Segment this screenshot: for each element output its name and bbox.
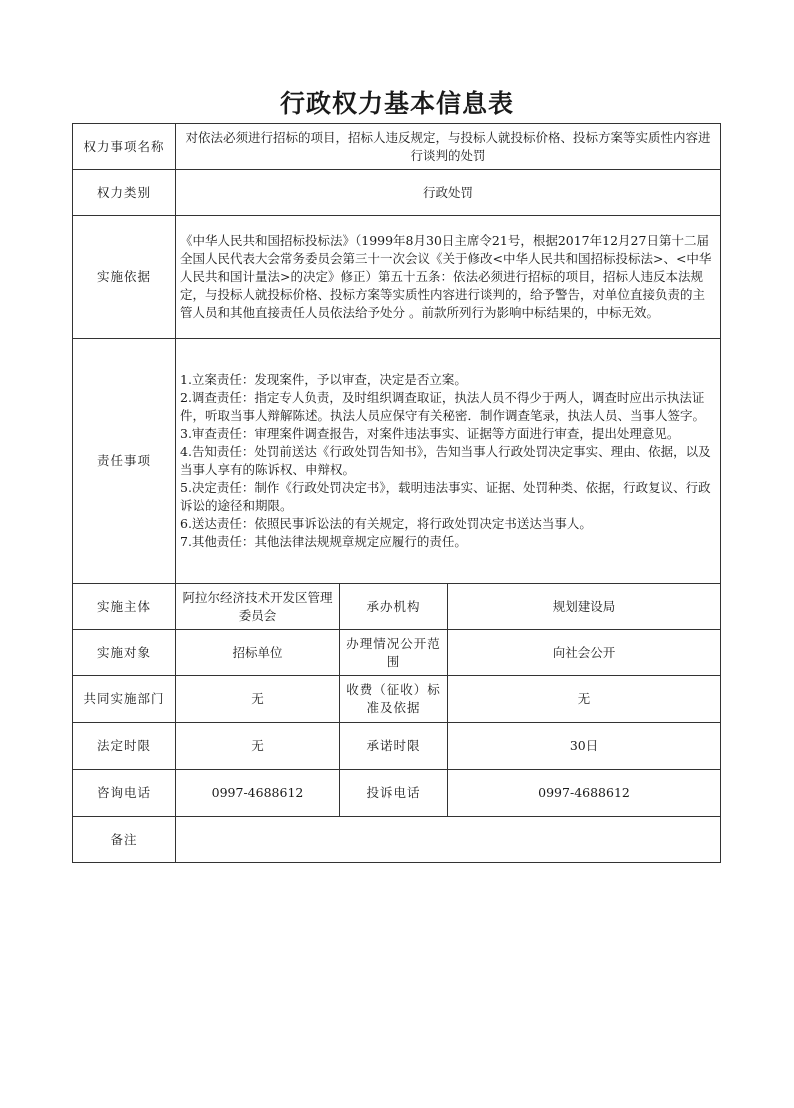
fee-standard-value: 无 (448, 676, 721, 723)
responsibility-item: 6.送达责任：依照民事诉讼法的有关规定，将行政处罚决定书送达当事人。 (180, 516, 592, 531)
row-remarks (73, 817, 721, 863)
row-legal-basis (73, 216, 721, 339)
row-responsibilities (73, 339, 721, 584)
responsibility-item: 3.审查责任：审理案件调查报告，对案件违法事实、证据等方面进行审查，提出处理意见。 (180, 426, 680, 441)
row-joint-dept (73, 676, 721, 723)
complaint-phone-value: 0997-4688612 (448, 770, 721, 817)
power-name-label: 权力事项名称 (73, 124, 176, 170)
power-category-label: 权力类别 (73, 170, 176, 216)
consult-phone-label: 咨询电话 (73, 770, 176, 817)
handling-agency-label: 承办机构 (340, 584, 448, 630)
responsibility-item: 4.告知责任：处罚前送达《行政处罚告知书》，告知当事人行政处罚决定事实、理由、依据，以及当事人享有的陈诉权、申辩权。 (180, 444, 711, 477)
responsibility-item: 5.决定责任：制作《行政处罚决定书》，载明违法事实、证据、处罚种类、依据，行政复议、行政诉讼的途径和期限。 (180, 480, 711, 513)
legal-time-limit-value: 无 (176, 723, 340, 770)
disclosure-scope-value: 向社会公开 (448, 630, 721, 676)
responsibility-item: 2.调查责任：指定专人负责，及时组织调查取证，执法人员不得少于两人，调查时应出示执法证件，听取当事人辩解陈述。执法人员应保守有关秘密．制作调查笔录，执法人员、当事人签字。 (180, 390, 706, 423)
responsibility-item: 7.其他责任：其他法律法规规章规定应履行的责任。 (180, 534, 467, 549)
target-label: 实施对象 (73, 630, 176, 676)
target-value: 招标单位 (176, 630, 340, 676)
responsibilities-label: 责任事项 (73, 339, 176, 584)
responsibility-item: 1.立案责任：发现案件，予以审查，决定是否立案。 (180, 372, 467, 387)
promised-time-limit-label: 承诺时限 (340, 723, 448, 770)
handling-agency-value: 规划建设局 (448, 584, 721, 630)
subject-label: 实施主体 (73, 584, 176, 630)
disclosure-scope-label: 办理情况公开范围 (340, 630, 448, 676)
power-name-value: 对依法必须进行招标的项目，招标人违反规定，与投标人就投标价格、投标方案等实质性内容进行谈判的处罚 (176, 124, 721, 170)
promised-time-limit-value: 30日 (448, 723, 721, 770)
row-power-name (73, 124, 721, 170)
remarks-value (176, 817, 721, 863)
legal-basis-label: 实施依据 (73, 216, 176, 339)
consult-phone-value: 0997-4688612 (176, 770, 340, 817)
subject-value: 阿拉尔经济技术开发区管理委员会 (176, 584, 340, 630)
row-time-limit (73, 723, 721, 770)
legal-time-limit-label: 法定时限 (73, 723, 176, 770)
legal-basis-value: 《中华人民共和国招标投标法》（1999年8月30日主席令21号，根据2017年12月27日第十二届全国人民代表大会常务委员会第三十一次会议《关于修改<中华人民共和国招标投标法>、<中华人民共和国计量法>的决定》修正）第五十五条：依法必须进行招标的项目，招标人违反本法规定，与投标人就投标价格、投标方案等实质性内容进行谈判的，给予警告，对单位直接负责的主管人员和其他直接责任人员依法给予处分 。前款所列行为影响中标结果的，中标无效。 (176, 216, 721, 339)
remarks-label: 备注 (73, 817, 176, 863)
row-phone (73, 770, 721, 817)
row-target (73, 630, 721, 676)
responsibilities-list (176, 339, 721, 584)
info-table (72, 123, 721, 863)
power-category-value: 行政处罚 (176, 170, 721, 216)
complaint-phone-label: 投诉电话 (340, 770, 448, 817)
row-power-category (73, 170, 721, 216)
joint-dept-label: 共同实施部门 (73, 676, 176, 723)
page-title: 行政权力基本信息表 (279, 89, 514, 118)
fee-standard-label: 收费（征收）标准及依据 (340, 676, 448, 723)
joint-dept-value: 无 (176, 676, 340, 723)
row-subject (73, 584, 721, 630)
